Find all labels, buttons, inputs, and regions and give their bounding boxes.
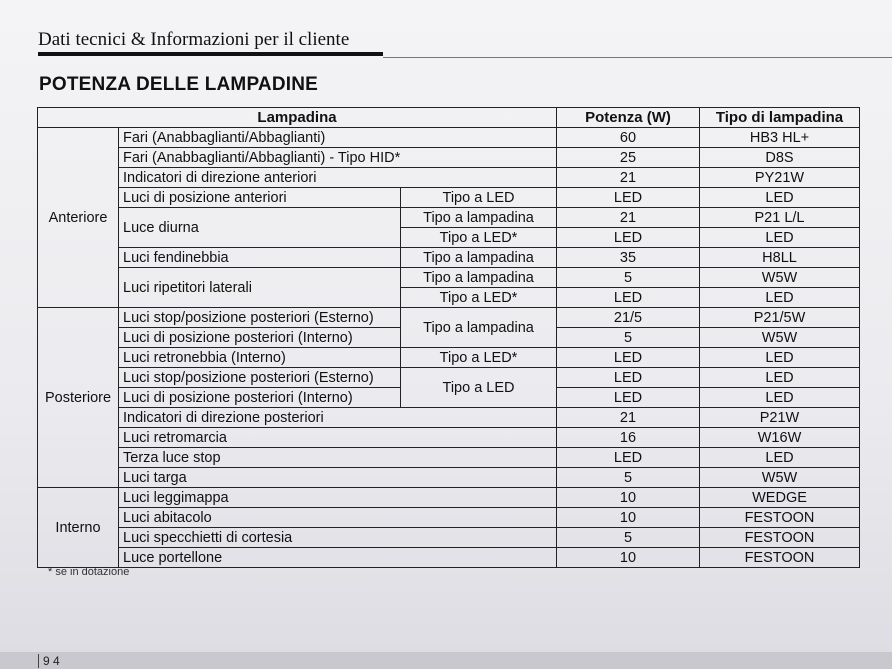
bulb-type: LED bbox=[700, 368, 860, 388]
bulb-type: H8LL bbox=[700, 248, 860, 268]
table-row bbox=[38, 208, 860, 228]
bulb-variant: Tipo a lampadina bbox=[401, 308, 557, 348]
bulb-power: 10 bbox=[557, 508, 700, 528]
bulb-power: 5 bbox=[557, 468, 700, 488]
bulb-name: Luci abitacolo bbox=[119, 508, 557, 528]
bulb-name: Luci di posizione posteriori (Interno) bbox=[119, 328, 401, 348]
bulb-power: 21 bbox=[557, 208, 700, 228]
bulb-power: LED bbox=[557, 288, 700, 308]
table-row bbox=[38, 528, 860, 548]
group-interno: Interno bbox=[38, 488, 119, 568]
bulb-type: FESTOON bbox=[700, 528, 860, 548]
bulb-name: Luce portellone bbox=[119, 548, 557, 568]
bulb-variant: Tipo a LED* bbox=[401, 348, 557, 368]
bulb-type: WEDGE bbox=[700, 488, 860, 508]
bulb-power: LED bbox=[557, 348, 700, 368]
section-title: POTENZA DELLE LAMPADINE bbox=[39, 74, 319, 95]
bulb-power: 35 bbox=[557, 248, 700, 268]
table-row bbox=[38, 368, 860, 388]
bulb-name: Luce diurna bbox=[119, 208, 401, 248]
group-anteriore: Anteriore bbox=[38, 128, 119, 308]
bulb-power: LED bbox=[557, 388, 700, 408]
bulb-type: W16W bbox=[700, 428, 860, 448]
table-header-row bbox=[38, 108, 860, 128]
bulb-type: HB3 HL+ bbox=[700, 128, 860, 148]
bulb-power-table bbox=[37, 107, 860, 568]
bulb-type: LED bbox=[700, 228, 860, 248]
table-row bbox=[38, 508, 860, 528]
bulb-power: 21 bbox=[557, 408, 700, 428]
bulb-name: Luci stop/posizione posteriori (Esterno) bbox=[119, 308, 401, 328]
page-footer-bar bbox=[0, 652, 892, 669]
bulb-power: LED bbox=[557, 228, 700, 248]
table-row bbox=[38, 548, 860, 568]
table-row bbox=[38, 308, 860, 328]
group-posteriore: Posteriore bbox=[38, 308, 119, 488]
bulb-type: LED bbox=[700, 388, 860, 408]
bulb-power: 21 bbox=[557, 168, 700, 188]
bulb-power: 5 bbox=[557, 328, 700, 348]
bulb-type: D8S bbox=[700, 148, 860, 168]
bulb-name: Indicatori di direzione anteriori bbox=[119, 168, 557, 188]
bulb-name: Luci di posizione posteriori (Interno) bbox=[119, 388, 401, 408]
table-row bbox=[38, 408, 860, 428]
table-row bbox=[38, 468, 860, 488]
bulb-power: 16 bbox=[557, 428, 700, 448]
bulb-power: LED bbox=[557, 448, 700, 468]
bulb-type: LED bbox=[700, 348, 860, 368]
bulb-name: Luci specchietti di cortesia bbox=[119, 528, 557, 548]
header-lampadina: Lampadina bbox=[38, 108, 557, 128]
page-number: 9 4 bbox=[38, 654, 64, 668]
bulb-power: 25 bbox=[557, 148, 700, 168]
bulb-type: P21W bbox=[700, 408, 860, 428]
table-row bbox=[38, 248, 860, 268]
bulb-variant: Tipo a LED bbox=[401, 368, 557, 408]
table-row bbox=[38, 168, 860, 188]
bulb-power: LED bbox=[557, 188, 700, 208]
table-row bbox=[38, 268, 860, 288]
bulb-name: Luci ripetitori laterali bbox=[119, 268, 401, 308]
bulb-variant: Tipo a LED* bbox=[401, 228, 557, 248]
bulb-power: 60 bbox=[557, 128, 700, 148]
bulb-type: P21/5W bbox=[700, 308, 860, 328]
bulb-variant: Tipo a LED bbox=[401, 188, 557, 208]
table-row bbox=[38, 448, 860, 468]
bulb-power: 10 bbox=[557, 548, 700, 568]
bulb-name: Fari (Anabbaglianti/Abbaglianti) bbox=[119, 128, 557, 148]
bulb-name: Fari (Anabbaglianti/Abbaglianti) - Tipo HID* bbox=[119, 148, 557, 168]
page-header: Dati tecnici & Informazioni per il cliente bbox=[38, 29, 383, 56]
footnote: * se in dotazione bbox=[48, 566, 130, 578]
bulb-variant: Tipo a lampadina bbox=[401, 268, 557, 288]
table-row bbox=[38, 488, 860, 508]
bulb-power: 5 bbox=[557, 528, 700, 548]
bulb-power: 5 bbox=[557, 268, 700, 288]
bulb-type: FESTOON bbox=[700, 508, 860, 528]
table-row bbox=[38, 188, 860, 208]
bulb-power: LED bbox=[557, 368, 700, 388]
bulb-name: Terza luce stop bbox=[119, 448, 557, 468]
bulb-variant: Tipo a lampadina bbox=[401, 208, 557, 228]
header-tipo: Tipo di lampadina bbox=[700, 108, 860, 128]
bulb-name: Luci retromarcia bbox=[119, 428, 557, 448]
bulb-type: W5W bbox=[700, 328, 860, 348]
bulb-name: Luci targa bbox=[119, 468, 557, 488]
bulb-type: LED bbox=[700, 188, 860, 208]
bulb-power: 10 bbox=[557, 488, 700, 508]
bulb-type: P21 L/L bbox=[700, 208, 860, 228]
bulb-type: W5W bbox=[700, 268, 860, 288]
bulb-type: FESTOON bbox=[700, 548, 860, 568]
bulb-type: LED bbox=[700, 448, 860, 468]
bulb-name: Luci retronebbia (Interno) bbox=[119, 348, 401, 368]
bulb-type: PY21W bbox=[700, 168, 860, 188]
bulb-variant: Tipo a lampadina bbox=[401, 248, 557, 268]
bulb-type: LED bbox=[700, 288, 860, 308]
bulb-name: Luci di posizione anteriori bbox=[119, 188, 401, 208]
header-potenza: Potenza (W) bbox=[557, 108, 700, 128]
table-row bbox=[38, 348, 860, 368]
table-row bbox=[38, 428, 860, 448]
bulb-name: Luci fendinebbia bbox=[119, 248, 401, 268]
table-row bbox=[38, 128, 860, 148]
bulb-variant: Tipo a LED* bbox=[401, 288, 557, 308]
bulb-name: Luci stop/posizione posteriori (Esterno) bbox=[119, 368, 401, 388]
table-row bbox=[38, 148, 860, 168]
bulb-name: Indicatori di direzione posteriori bbox=[119, 408, 557, 428]
bulb-power: 21/5 bbox=[557, 308, 700, 328]
header-divider bbox=[383, 57, 892, 58]
bulb-type: W5W bbox=[700, 468, 860, 488]
bulb-name: Luci leggimappa bbox=[119, 488, 557, 508]
